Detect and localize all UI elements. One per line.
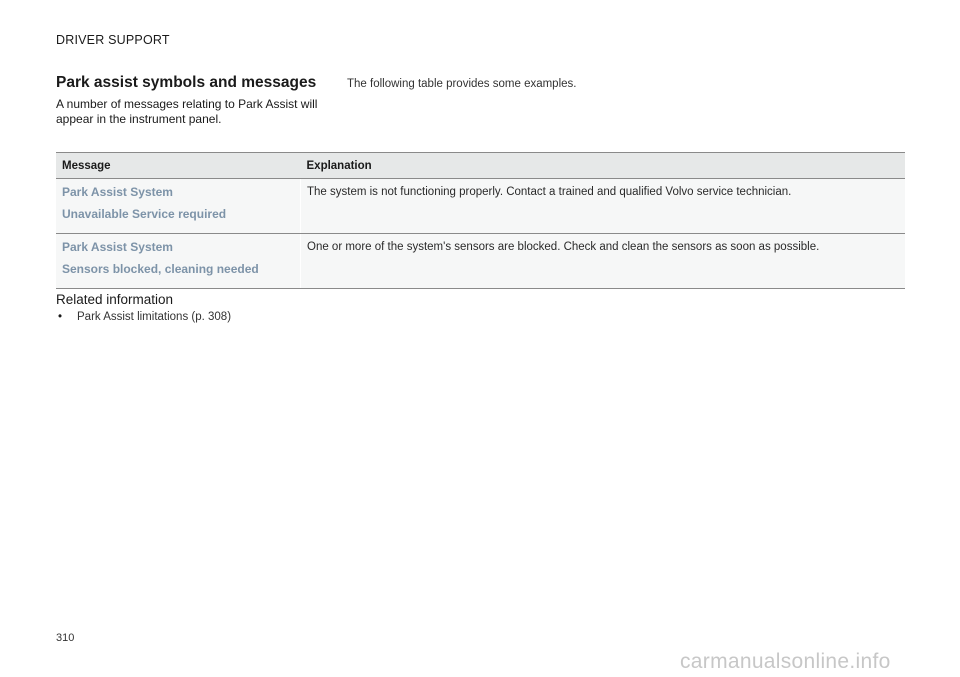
table-intro-text: The following table provides some examples. bbox=[347, 78, 577, 90]
message-cell bbox=[56, 179, 301, 234]
section-header: DRIVER SUPPORT bbox=[56, 33, 170, 47]
related-information-list bbox=[56, 310, 231, 324]
explanation-cell: The system is not functioning properly. Contact a trained and qualified Volvo service technician. bbox=[301, 179, 906, 234]
intro-text: A number of messages relating to Park Assist will appear in the instrument panel. bbox=[56, 97, 318, 126]
table-row bbox=[56, 179, 905, 234]
message-line: Park Assist System bbox=[62, 240, 173, 254]
list-item bbox=[56, 310, 231, 324]
message-line: Unavailable Service required bbox=[62, 207, 227, 221]
message-line: Park Assist System bbox=[62, 185, 173, 199]
bullet-icon: • bbox=[58, 311, 63, 323]
page-number: 310 bbox=[56, 632, 75, 644]
column-header-explanation: Explanation bbox=[301, 153, 906, 179]
page-title: Park assist symbols and messages bbox=[56, 74, 317, 91]
watermark: carmanualsonline.info bbox=[680, 650, 891, 673]
column-header-message: Message bbox=[56, 153, 301, 179]
table-header-row bbox=[56, 153, 905, 179]
related-link-park-assist-limitations[interactable]: Park Assist limitations (p. 308) bbox=[77, 311, 232, 323]
related-information-heading: Related information bbox=[56, 292, 174, 307]
table-row bbox=[56, 234, 905, 289]
message-line: Sensors blocked, cleaning needed bbox=[62, 262, 259, 276]
messages-table bbox=[56, 152, 905, 289]
explanation-cell: One or more of the system's sensors are blocked. Check and clean the sensors as soon as possible. bbox=[301, 234, 906, 289]
message-cell bbox=[56, 234, 301, 289]
